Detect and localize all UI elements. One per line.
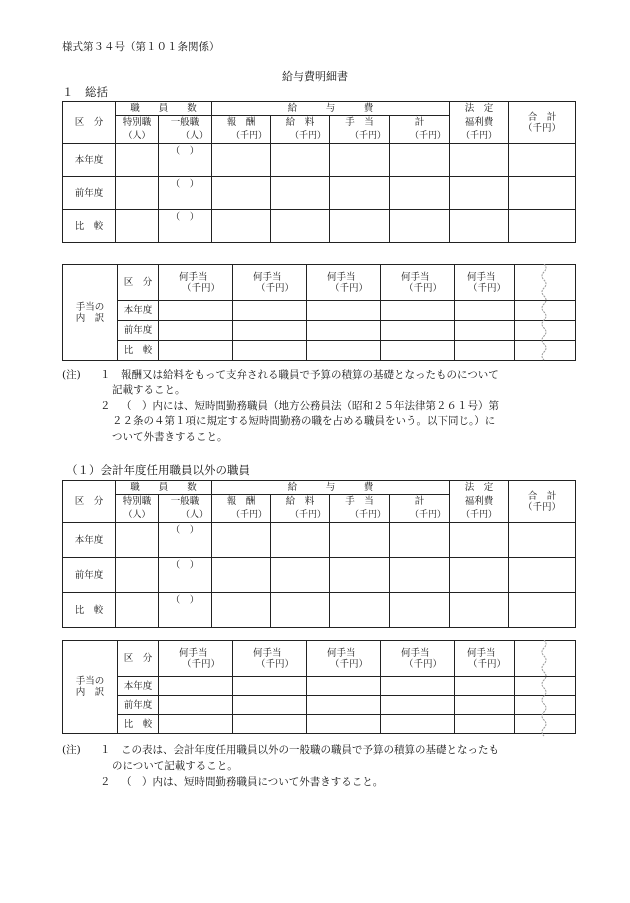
header-kubun: 区 分: [63, 102, 116, 144]
wavy-break-line-2: [538, 640, 550, 738]
document-title: 給与費明細書: [282, 70, 348, 83]
note-text: 報酬又は給料をもって支弁される職員で予算の積算の基礎となったものについて: [121, 369, 499, 381]
allowance-breakdown-label: 手当の 内 訳: [63, 641, 118, 734]
row-label: 前年度: [118, 696, 159, 715]
unit-people: （人）: [159, 509, 212, 523]
row-label: 前年度: [63, 177, 116, 210]
unit-thousand-yen: （千円）: [450, 130, 509, 144]
header-total: 合 計 （千円）: [509, 102, 576, 144]
unit-people: （人）: [116, 509, 159, 523]
note-number: ２: [100, 776, 111, 788]
short-time-paren: （ ）: [170, 212, 200, 223]
header-legal-welfare-2: 福利費: [450, 495, 509, 509]
row-label: 本年度: [63, 523, 116, 558]
summary-table-2: [62, 480, 576, 628]
header-general-staff: 一般職: [159, 116, 212, 130]
note-number: １: [100, 369, 111, 381]
row-label: 本年度: [118, 301, 159, 321]
note-text: （ ）内は、短時間勤務職員について外書きすること。: [121, 776, 384, 788]
note-text: 記載すること。: [112, 384, 186, 396]
note-text: この表は、会計年度任用職員以外の一般職の職員で予算の積算の基礎となったも: [121, 744, 499, 756]
allowance-col-header: 何手当 （千円）: [233, 265, 307, 301]
section2-heading: （１）会計年度任用職員以外の職員: [66, 463, 250, 477]
row-label: 本年度: [118, 677, 159, 696]
row-label: 前年度: [118, 321, 159, 341]
summary-table-1: [62, 101, 576, 243]
allowance-table-2: [62, 640, 576, 734]
header-salary: 給 料: [271, 495, 330, 509]
note-text: （ ）内には、短時間勤務職員（地方公務員法（昭和２５年法律第２６１号）第: [121, 400, 499, 412]
short-time-paren: （ ）: [170, 179, 200, 190]
row-label: 前年度: [63, 558, 116, 593]
header-allowance: 手 当: [330, 116, 390, 130]
note-text: のについて記載すること。: [112, 760, 238, 772]
row-label: 比 較: [63, 593, 116, 628]
unit-thousand-yen: （千円）: [450, 509, 509, 523]
header-salary: 給 料: [271, 116, 330, 130]
row-label: 本年度: [63, 144, 116, 177]
note-number: ２: [100, 400, 111, 412]
row-label: 比 較: [118, 341, 159, 361]
allowance-col-header: 何手当 （千円）: [381, 265, 455, 301]
unit-thousand-yen: （千円）: [390, 130, 450, 144]
unit-thousand-yen: （千円）: [330, 509, 390, 523]
note-tag: (注): [62, 744, 81, 756]
allowance-col-header: 何手当 （千円）: [381, 641, 455, 677]
short-time-paren: （ ）: [170, 146, 200, 157]
unit-thousand-yen: （千円）: [212, 130, 271, 144]
header-total: 合 計 （千円）: [509, 481, 576, 523]
allowance-col-header: 何手当 （千円）: [455, 641, 515, 677]
header-salary-cost: 給 与 費: [212, 102, 450, 116]
unit-thousand-yen: （千円）: [271, 509, 330, 523]
allowance-breakdown-label: 手当の 内 訳: [63, 265, 118, 361]
header-general-staff: 一般職: [159, 495, 212, 509]
short-time-paren: （ ）: [170, 595, 200, 606]
unit-thousand-yen: （千円）: [212, 509, 271, 523]
wavy-break-line-1: [538, 264, 550, 364]
allowance-col-header: 何手当 （千円）: [455, 265, 515, 301]
allowance-col-header: 何手当 （千円）: [233, 641, 307, 677]
section1-heading: １ 総括: [62, 85, 108, 99]
allowance-col-header: 何手当 （千円）: [159, 641, 233, 677]
header-special-staff: 特別職: [116, 116, 159, 130]
form-id: 様式第３４号（第１０１条関係）: [62, 41, 220, 53]
unit-thousand-yen: （千円）: [330, 130, 390, 144]
note-tag: (注): [62, 369, 81, 381]
header-remuneration: 報 酬: [212, 495, 271, 509]
header-special-staff: 特別職: [116, 495, 159, 509]
header-legal-welfare-1: 法 定: [450, 102, 509, 116]
note-text: ついて外書きすること。: [112, 431, 228, 443]
note-text: ２２条の４第１項に規定する短時間勤務の職を占める職員をいう。以下同じ。）に: [112, 415, 496, 427]
row-label: 比 較: [118, 715, 159, 734]
header-kubun: 区 分: [63, 481, 116, 523]
allowance-col-header: 何手当 （千円）: [307, 641, 381, 677]
header-salary-cost: 給 与 費: [212, 481, 450, 495]
header-legal-welfare-2: 福利費: [450, 116, 509, 130]
allowance-table-1: [62, 264, 576, 361]
row-label: 比 較: [63, 210, 116, 243]
header-allowance: 手 当: [330, 495, 390, 509]
header-subtotal: 計: [390, 495, 450, 509]
unit-people: （人）: [159, 130, 212, 144]
header-subtotal: 計: [390, 116, 450, 130]
header-remuneration: 報 酬: [212, 116, 271, 130]
note-number: １: [100, 744, 111, 756]
unit-thousand-yen: （千円）: [271, 130, 330, 144]
header-legal-welfare-1: 法 定: [450, 481, 509, 495]
header-kubun: 区 分: [118, 641, 159, 677]
short-time-paren: （ ）: [170, 525, 200, 536]
allowance-col-header: 何手当 （千円）: [307, 265, 381, 301]
short-time-paren: （ ）: [170, 560, 200, 571]
unit-thousand-yen: （千円）: [390, 509, 450, 523]
header-kubun: 区 分: [118, 265, 159, 301]
allowance-col-header: 何手当 （千円）: [159, 265, 233, 301]
unit-people: （人）: [116, 130, 159, 144]
header-staff-count: 職 員 数: [116, 481, 212, 495]
header-staff-count: 職 員 数: [116, 102, 212, 116]
